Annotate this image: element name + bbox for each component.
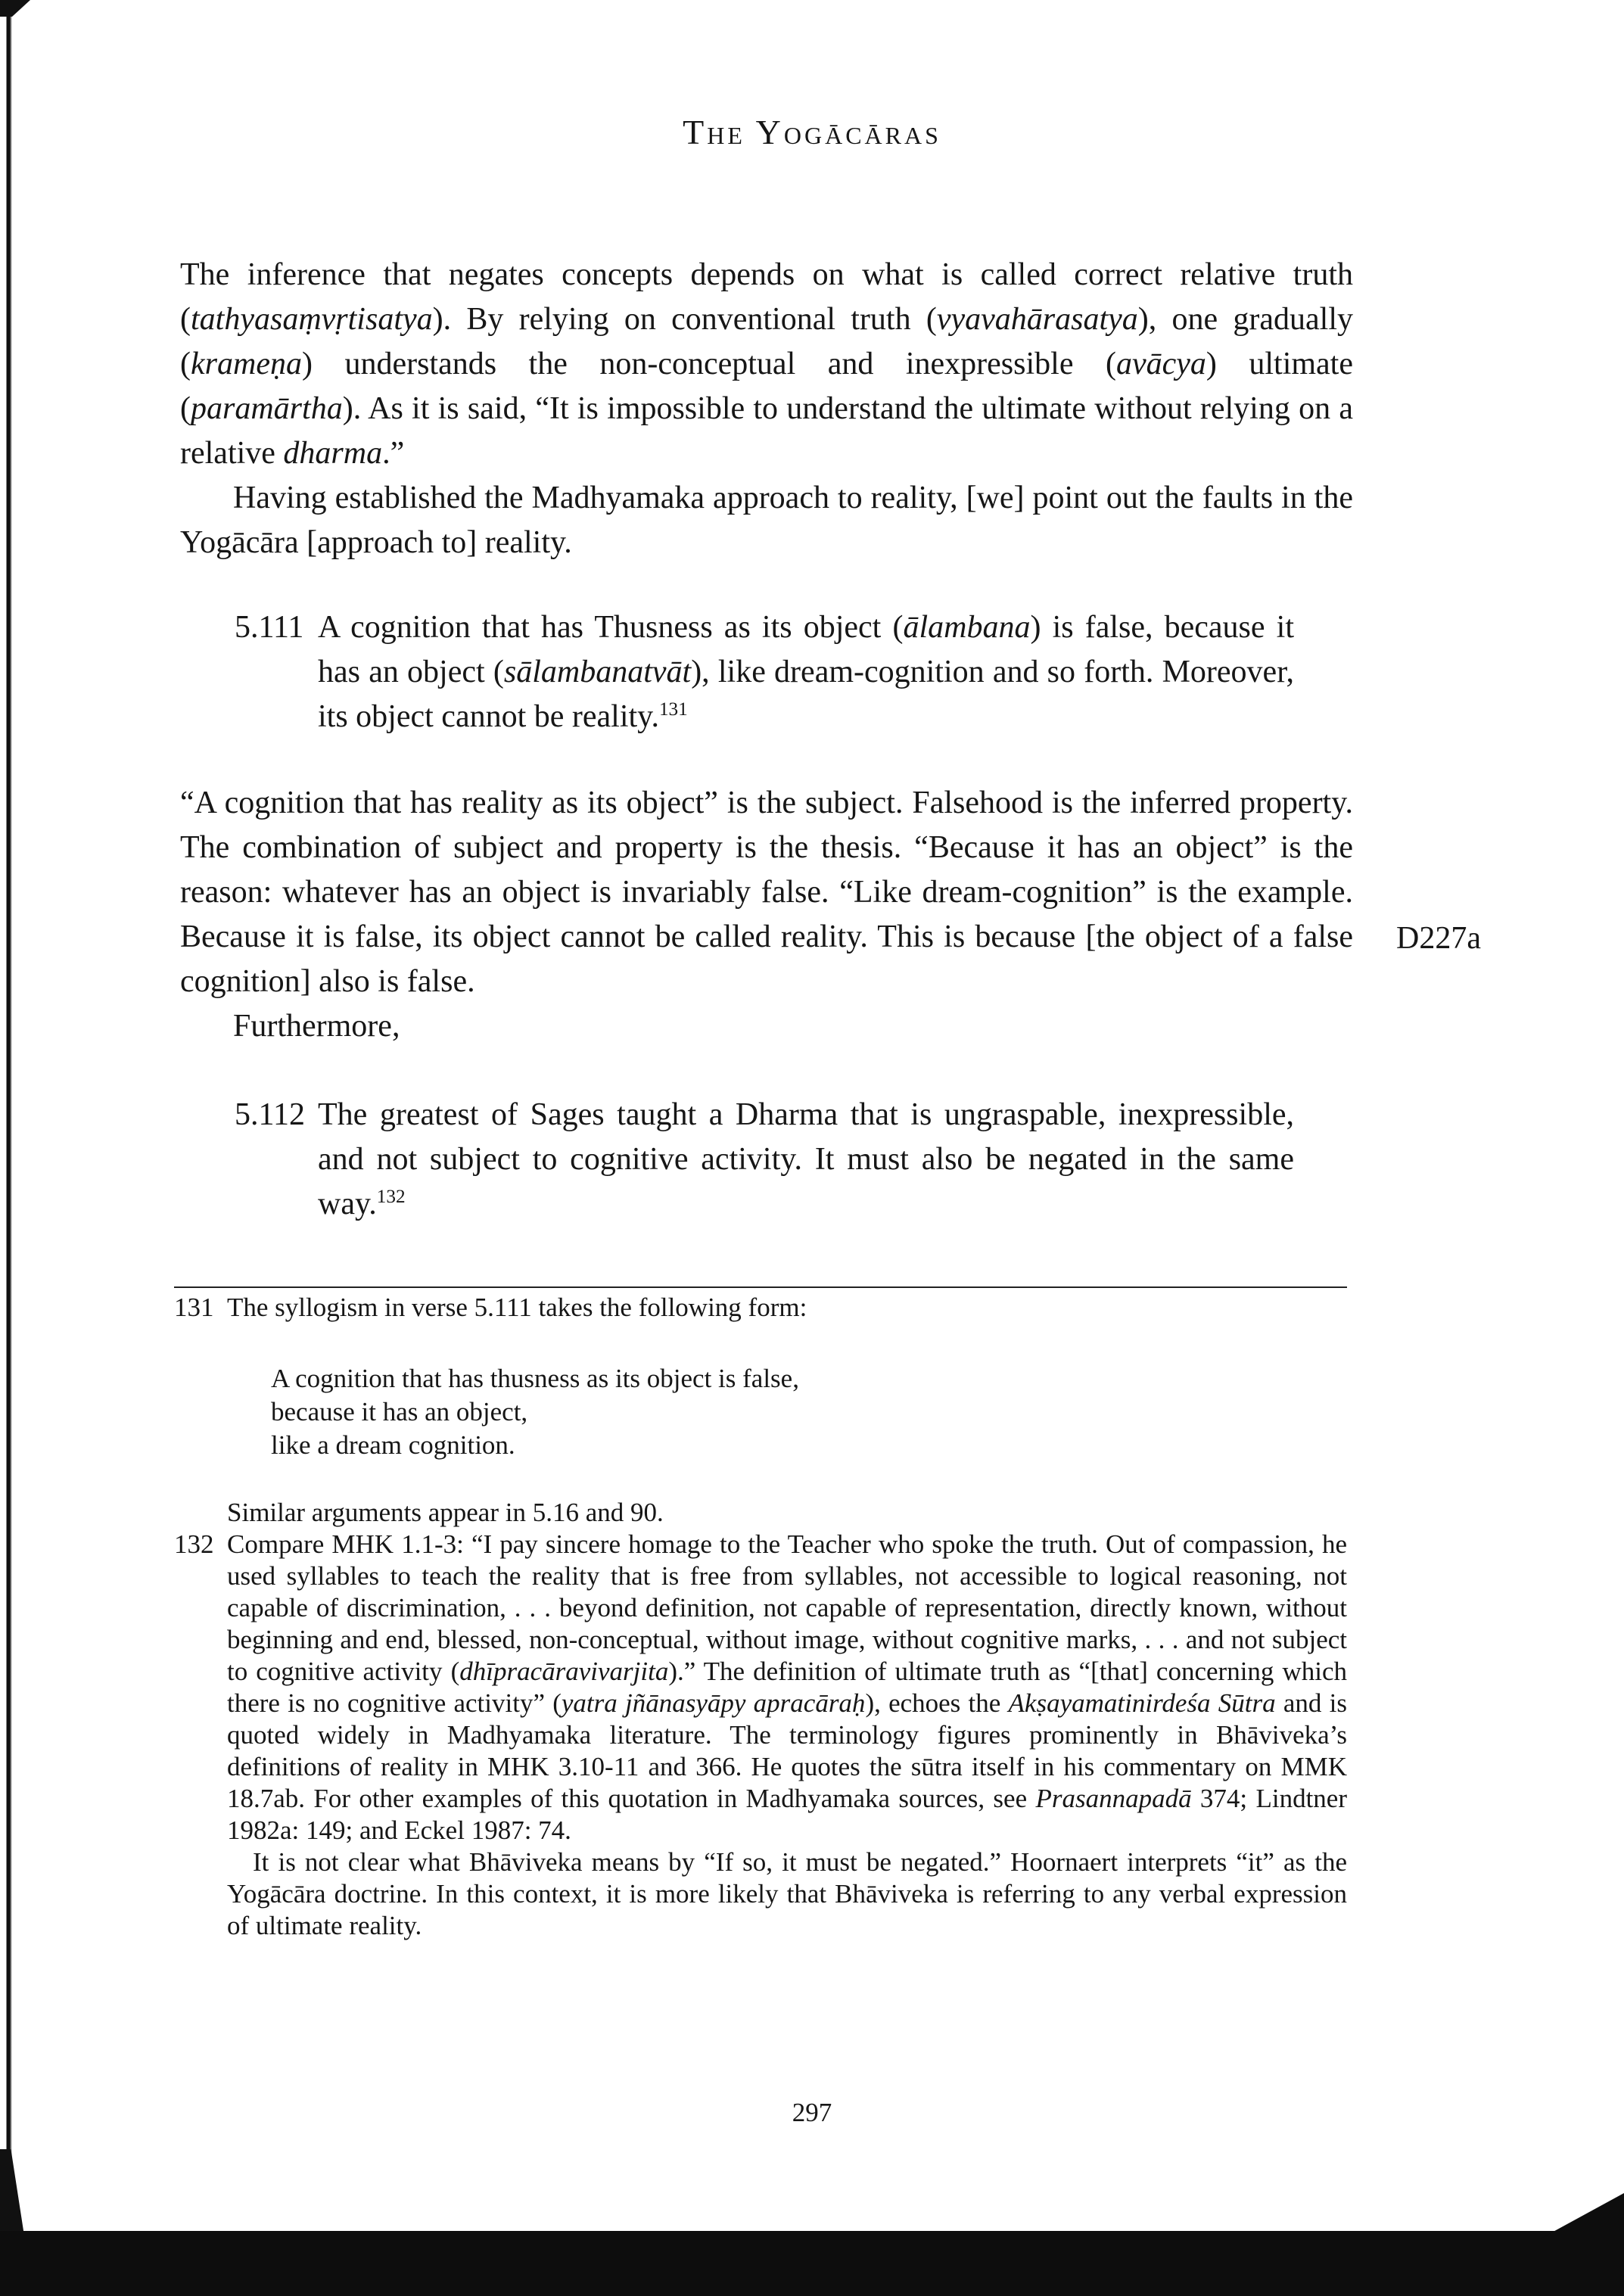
binding-shadow-top [0, 0, 30, 17]
footnote-131-after: Similar arguments appear in 5.16 and 90. [227, 1498, 664, 1527]
title-prasannapada: Prasannapadā [1035, 1784, 1192, 1813]
verse-number: 5.112 [235, 1097, 305, 1132]
footnote-131-intro: The syllogism in verse 5.111 takes the following form: [227, 1293, 807, 1322]
syllogism-line: A cognition that has thusness as its object is false, [271, 1364, 799, 1393]
syllogism-line: like a dream cognition. [271, 1430, 515, 1460]
footnote-132: 132 Compare MHK 1.1-3: “I pay sincere homage to the Teacher who spoke the truth. Out of compassion, he used syllables to teach the reality that is free from syllables, not accessible to logical reasoning, not capable of discrimination, . . . beyond definition, not capable of representation, directly known, without beginning and end, blessed, non-conceptual, without image, without cognitive marks, . . . and not subject to cognitive activity (dhīpracāravivarjita).” The definition of ultimate truth as “[that] concerning which there is no cognitive activity” (yatra jñānasyāpy apracāraḥ), echoes the Akṣayamatinirdeśa Sūtra and is quoted widely in Madhyamaka literature. The terminology figures prominently in Bhāviveka’s definitions of reality in MHK 3.10-11 and 366. He quotes the sūtra itself in his commentary on MMK 18.7ab. For other examples of this quotation in Madhyamaka sources, see Prasannapadā 374; Lindtner 1982a: 149; and Eckel 1987: 74. It is not clear what Bhāviveka means by “If so, it must be negated.” Hoornaert interprets “it” as the Yogācāra doctrine. In this context, it is more likely that Bhāviveka is referring to any verbal expression of ultimate reality. [174, 1529, 1347, 1940]
footnote-131-continued [174, 1497, 1347, 1529]
running-head [0, 112, 1624, 152]
footnote-divider [174, 1286, 1347, 1288]
footnote-number: 132 [174, 1529, 214, 1559]
running-head-rest: he Yogācāras [707, 113, 941, 151]
term-tathyasamvrtisatya: tathyasaṃvṛtisatya [191, 302, 433, 337]
term-kramena: krameṇa [191, 347, 302, 381]
footnote-131 [174, 1292, 1347, 1324]
footnote-ref-132[interactable]: 132 [376, 1187, 406, 1207]
paragraph-madhyamaka: Having established the Madhyamaka approach to reality, [we] point out the faults in the Yogācāra [approach to] reality. [180, 481, 1353, 560]
term-dhipracaravivarjita: dhīpracāravivarjita [459, 1657, 669, 1686]
margin-reference: D227a [1396, 921, 1481, 956]
running-head-initial: T [683, 113, 708, 151]
scan-bottom-border [0, 2231, 1624, 2296]
paragraph-inference: The inference that negates concepts depends on what is called correct relative truth (tathyasaṃvṛtisatya). By relying on conventional truth (vyavahārasatya), one gradually (krameṇa) understands the non-conceptual and inexpressible (avācya) ultimate (paramārtha). As it is said, “It is impossible to understand the ultimate without relying on a relative dharma.” Having established the Madhyamaka approach to reality, [we] point out the faults in the Yogācāra [approach to] reality. [180, 253, 1353, 565]
page-binding-edge [0, 0, 14, 2240]
page-number: 297 [792, 2098, 832, 2127]
verse-number: 5.111 [235, 610, 304, 645]
paragraph-furthermore: Furthermore, [233, 1009, 400, 1044]
term-vyavaharasatya: vyavahārasatya [936, 302, 1138, 337]
term-alambana: ālambana [903, 610, 1031, 645]
footnote-ref-131[interactable]: 131 [658, 699, 688, 720]
term-dharma: dharma [283, 436, 383, 471]
syllogism-line: because it has an object, [271, 1397, 528, 1426]
syllogism-block [271, 1362, 799, 1462]
term-paramartha: paramārtha [191, 391, 343, 426]
verse-5-111: 5.111 A cognition that has Thusness as its object (ālambana) is false, because it has an object (sālambanatvāt), like dream-cognition and so forth. Moreover, its object cannot be reality.$^{131}$ [235, 605, 1294, 739]
term-yatra-jnanasyapy: yatra jñānasyāpy apracāraḥ [561, 1688, 866, 1718]
term-avacya: avācya [1115, 347, 1206, 381]
scan-corner-shadow [1541, 2193, 1624, 2238]
paragraph-commentary: “A cognition that has reality as its object” is the subject. Falsehood is the inferred property. The combination of subject and property is the thesis. “Because it has an object” is the reason: whatever has an object is invariably false. “Like dream-cognition” is the example. Because it is false, its object cannot be called reality. This is because [the object of a false cognition] also is false. Furthermore, [180, 781, 1353, 1049]
footnote-number: 131 [174, 1293, 214, 1322]
term-salambanatvat: sālambanatvāt [503, 655, 692, 689]
footnote-132-para2: It is not clear what Bhāviveka means by “If so, it must be negated.” Hoornaert interprets “it” as the Yogācāra doctrine. In this context, it is more likely that Bhāviveka is referring to any verbal expression of ultimate reality. [227, 1847, 1347, 1940]
verse-5-112: 5.112 The greatest of Sages taught a Dharma that is ungraspable, inexpressible, and not subject to cognitive activity. It must also be negated in the same way.$^{132}$ [235, 1093, 1294, 1227]
title-aksayamatinirdesa-sutra: Akṣayamatinirdeśa Sūtra [1008, 1688, 1276, 1718]
